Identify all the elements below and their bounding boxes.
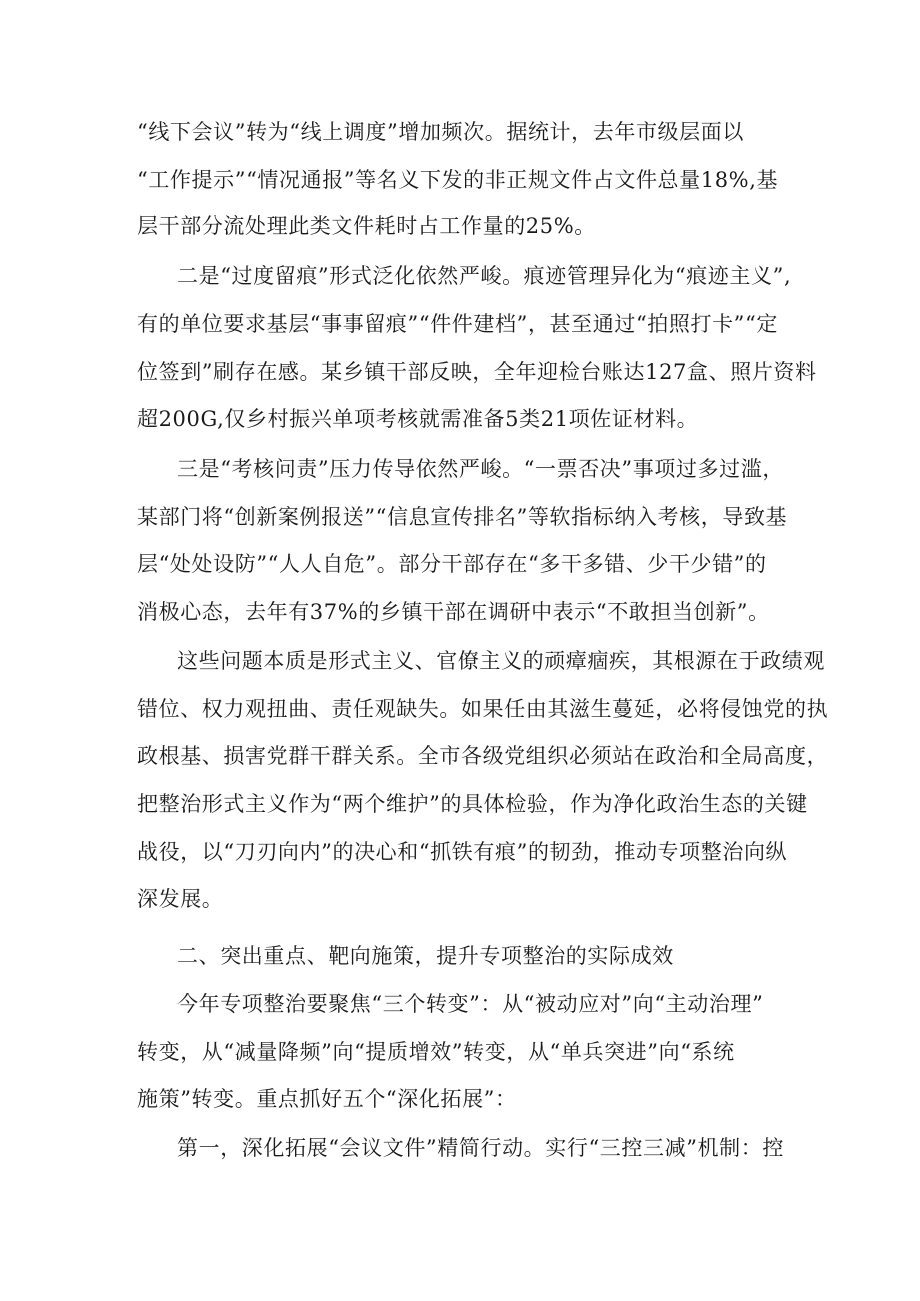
text-line: 超200G,仅乡村振兴单项考核就需准备5类21项佐证材料。 [137, 407, 699, 431]
text-line: 有的单位要求基层“事事留痕”“件件建档”，甚至通过“拍照打卡”“定 [137, 312, 778, 336]
paragraph-start-line: 第一，深化拓展“会议文件”精简行动。实行“三控三减”机制：控 [177, 1136, 784, 1160]
text-line: 层干部分流处理此类文件耗时占工作量的25%。 [137, 214, 596, 238]
section-heading: 二、突出重点、靶向施策，提升专项整治的实际成效 [177, 944, 674, 968]
text-line: 消极心态，去年有37%的乡镇干部在调研中表示“不敢担当创新”。 [137, 600, 770, 624]
text-line: 错位、权力观扭曲、责任观缺失。如果任由其滋生蔓延，必将侵蚀党的执 [137, 697, 829, 721]
text-line: 政根基、损害党群干群关系。全市各级党组织必须站在政治和全局高度， [137, 744, 829, 768]
text-line: “工作提示”“情况通报”等名义下发的非正规文件占文件总量18%,基 [137, 168, 779, 192]
text-line: 位签到”刷存在感。某乡镇干部反映，全年迎检台账达127盒、照片资料 [137, 360, 817, 384]
text-line: 层“处处设防”“人人自危”。部分干部存在“多干多错、少干少错”的 [137, 552, 767, 576]
text-line: “线下会议”转为“线上调度”增加频次。据统计，去年市级层面以 [137, 120, 744, 144]
text-line: 某部门将“创新案例报送”“信息宣传排名”等软指标纳入考核，导致基 [137, 505, 788, 529]
paragraph-start-line: 二是“过度留痕”形式泛化依然严峻。痕迹管理异化为“痕迹主义”, [177, 264, 792, 288]
paragraph-start-line: 今年专项整治要聚焦“三个转变”：从“被动应对”向“主动治理” [177, 992, 764, 1016]
text-line: 转变，从“减量降频”向“提质增效”转变，从“单兵突进”向“系统 [137, 1040, 735, 1064]
text-line: 把整治形式主义作为“两个维护”的具体检验，作为净化政治生态的关键 [137, 792, 808, 816]
text-line: 战役，以“刀刃向内”的决心和“抓铁有痕”的韧劲，推动专项整治向纵 [137, 840, 788, 864]
paragraph-start-line: 三是“考核问责”压力传导依然严峻。“一票否决”事项过多过滥， [177, 457, 784, 481]
paragraph-start-line: 这些问题本质是形式主义、官僚主义的顽瘴痼疾，其根源在于政绩观 [177, 649, 825, 673]
text-line: 施策”转变。重点抓好五个“深化拓展”： [137, 1087, 517, 1111]
text-line: 深发展。 [137, 887, 224, 911]
